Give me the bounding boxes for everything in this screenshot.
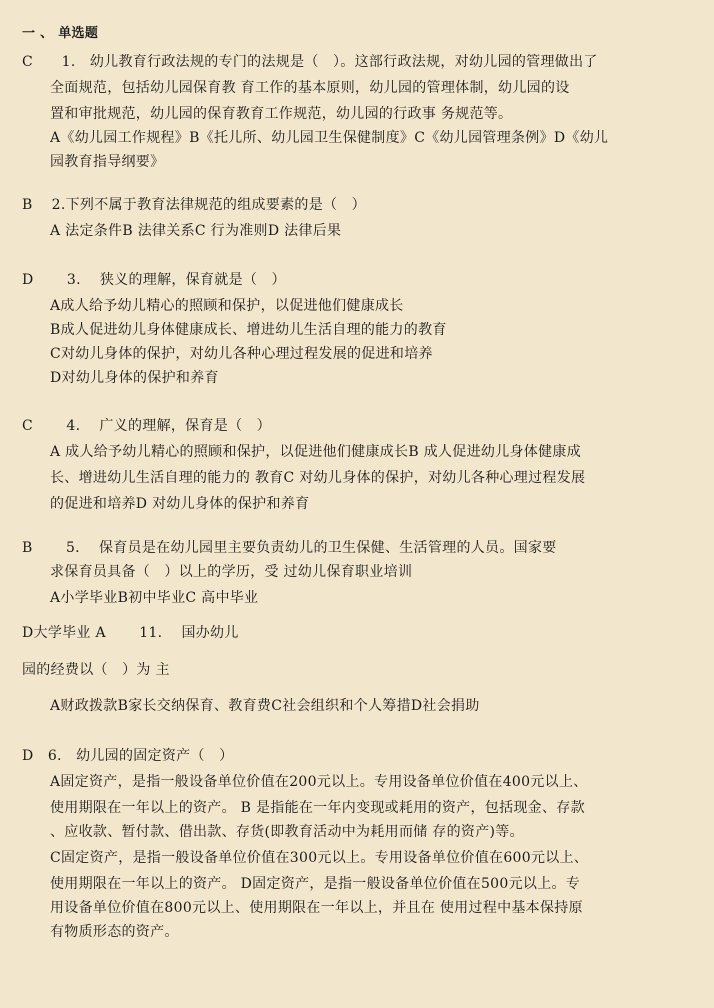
question-3-option-b: B成人促进幼儿身体健康成长、增进幼儿生活自理的能力的教育	[50, 322, 447, 338]
question-4-options-3: 的促进和培养D 对幼儿身体的保护和养育	[50, 496, 310, 512]
question-6-option-c-1: C固定资产，是指一般设备单位价值在300元以上。专用设备单位价值在600元以上、	[50, 850, 589, 866]
question-6-option-d-1: 用设备单位价值在800元以上、使用期限在一年以上，并且在 使用过程中基本保持原	[50, 900, 583, 916]
question-1-line-3: 置和审批规范，幼儿园的保育教育工作规范，幼儿园的行政事 务规范等。	[50, 106, 513, 122]
question-6-option-a-2: 使用期限在一年以上的资产。 B 是指能在一年内变现或耗用的资产，包括现金、存款	[50, 800, 585, 816]
question-3-option-c: C对幼儿身体的保护，对幼儿各种心理过程发展的促进和培养	[50, 346, 433, 362]
question-5-stem-1: B 5. 保育员是在幼儿园里主要负责幼儿的卫生保健、生活管理的人员。国家要	[22, 540, 557, 556]
question-6-option-d-2: 有物质形态的资产。	[50, 924, 179, 940]
question-5-options: A小学毕业B初中毕业C 高中毕业	[50, 590, 259, 606]
question-6-option-b: 、应收款、暂付款、借出款、存货(即教育活动中为耗用而储 存的资产)等。	[50, 824, 524, 840]
question-4-options-2: 长、增进幼儿生活自理的能力的 教育C 对幼儿身体的保护，对幼儿各种心理过程发展	[50, 470, 586, 486]
question-3-option-a: A成人给予幼儿精心的照顾和保护，以促进他们健康成长	[50, 298, 404, 314]
question-4-stem: C 4. 广义的理解，保育是（ ）	[22, 418, 271, 434]
question-1-options: A《幼儿园工作规程》B《托儿所、幼儿园卫生保健制度》C《幼儿园管理条例》D《幼儿	[50, 130, 609, 146]
question-1-line-1: C 1. 幼儿教育行政法规的专门的法规是（ ）。这部行政法规，对幼儿园的管理做出了	[22, 54, 598, 70]
question-6-option-c-2: 使用期限在一年以上的资产。 D固定资产，是指一般设备单位价值在500元以上。专	[50, 876, 581, 892]
question-4-options-1: A 成人给予幼儿精心的照顾和保护，以促进他们健康成长B 成人促进幼儿身体健康成	[50, 444, 581, 460]
question-3-option-d: D对幼儿身体的保护和养育	[50, 370, 219, 386]
question-2-options: A 法定条件B 法律关系C 行为准则D 法律后果	[50, 223, 342, 239]
question-3-stem: D 3. 狭义的理解，保育就是（ ）	[22, 272, 286, 288]
section-heading: 一 、 单选题	[22, 26, 99, 41]
question-1-line-2: 全面规范，包括幼儿园保育教 育工作的基本原则，幼儿园的管理体制，幼儿园的设	[50, 80, 570, 96]
question-6-stem: D 6. 幼儿园的固定资产（ ）	[22, 748, 234, 764]
question-1-options-cont: 园教育指导纲要》	[50, 154, 165, 170]
question-5-option-d: D大学毕业 A 11. 国办幼儿	[22, 625, 239, 641]
question-6-option-a-1: A固定资产，是指一般设备单位价值在200元以上。专用设备单位价值在400元以上、	[50, 774, 588, 790]
question-11-options: A财政拨款B家长交纳保育、教育费C社会组织和个人筹措D社会捐助	[50, 698, 480, 714]
question-11-stem: 园的经费以（ ）为 主	[22, 662, 170, 678]
question-5-stem-2: 求保育员具备（ ）以上的学历，受 过幼儿保育职业培训	[50, 564, 413, 580]
question-2-stem: B 2.下列不属于教育法律规范的组成要素的是（ ）	[22, 197, 366, 213]
